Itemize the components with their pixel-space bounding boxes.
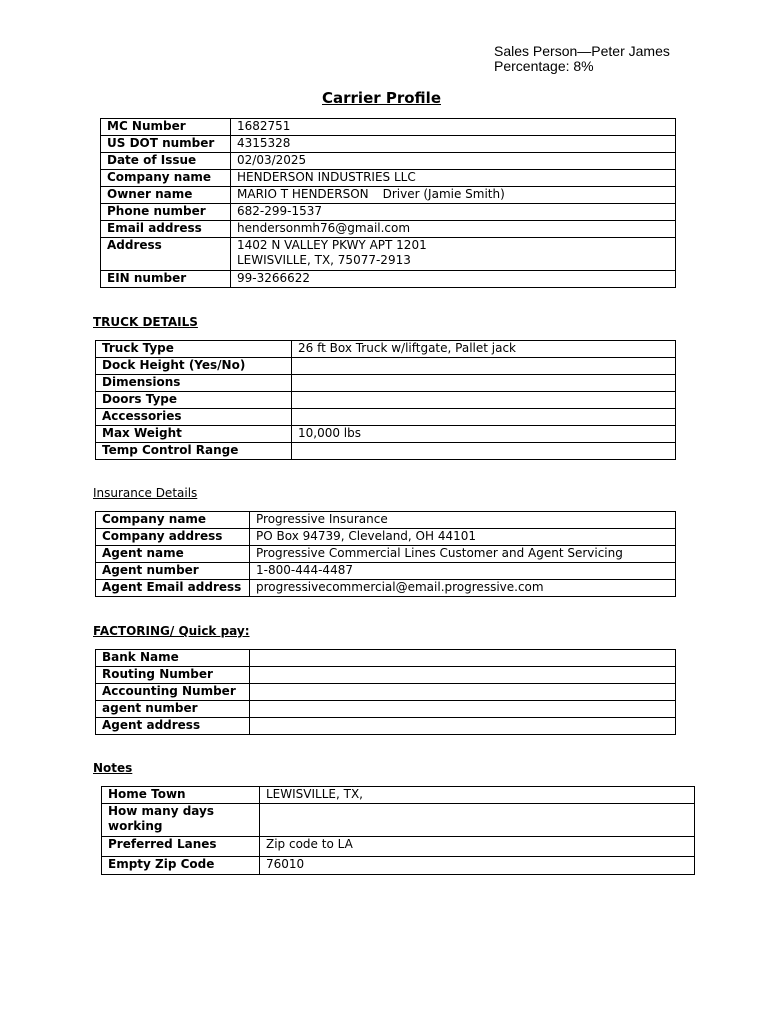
table-row [96,546,676,563]
factoring-agent-address-label: Agent address [96,718,250,735]
truck-dimensions-label: Dimensions [96,375,292,392]
truck-temp-control-range-label: Temp Control Range [96,443,292,460]
address-line-2: LEWISVILLE, TX, 75077-2913 [237,253,411,267]
table-row [96,650,676,667]
table-row [102,787,695,804]
table-row [101,170,676,187]
truck-max-weight-label: Max Weight [96,426,292,443]
mc-number-label: MC Number [101,119,231,136]
truck-dimensions-value [292,375,676,392]
owner-name-label: Owner name [101,187,231,204]
truck-dock-height-yes-no-value [292,358,676,375]
insurance-details-heading: Insurance Details [93,486,198,500]
carrier-table [100,118,676,288]
insurance-company-name-value: Progressive Insurance [250,512,676,529]
table-row [102,837,695,857]
factoring-routing-number-label: Routing Number [96,667,250,684]
owner-name-cell [231,187,676,204]
insurance-company-name-label: Company name [96,512,250,529]
owner-driver-value: Driver (Jamie Smith) [382,187,505,201]
percentage-line: Percentage: 8% [494,58,594,74]
notes-preferred-lanes-label: Preferred Lanes [102,837,260,857]
notes-home-town-label: Home Town [102,787,260,804]
factoring-agent-number-value [250,701,676,718]
factoring-agent-address-value [250,718,676,735]
notes-home-town-value: LEWISVILLE, TX, [260,787,695,804]
insurance-agent-name-value: Progressive Commercial Lines Customer and Agent Servicing [250,546,676,563]
truck-dock-height-yes-no-label: Dock Height (Yes/No) [96,358,292,375]
truck-truck-type-value: 26 ft Box Truck w/liftgate, Pallet jack [292,341,676,358]
phone-number-label: Phone number [101,204,231,221]
table-row [96,358,676,375]
table-row [102,857,695,875]
table-row [96,718,676,735]
notes-table [101,786,695,875]
table-row [96,529,676,546]
table-row [101,119,676,136]
notes-heading: Notes [93,761,133,775]
table-row [96,701,676,718]
address-label: Address [101,238,231,271]
table-row [101,238,676,271]
email-address-label: Email address [101,221,231,238]
truck-truck-type-label: Truck Type [96,341,292,358]
factoring-agent-number-label: agent number [96,701,250,718]
table-row [96,392,676,409]
table-row [101,221,676,238]
factoring-bank-name-label: Bank Name [96,650,250,667]
table-row [96,563,676,580]
insurance-agent-email-address-label: Agent Email address [96,580,250,597]
insurance-agent-name-label: Agent name [96,546,250,563]
truck-accessories-value [292,409,676,426]
notes-empty-zip-code-value: 76010 [260,857,695,875]
table-row [96,375,676,392]
factoring-routing-number-value [250,667,676,684]
truck-accessories-label: Accessories [96,409,292,426]
ein-number-label: EIN number [101,271,231,288]
truck-details-heading: TRUCK DETAILS [93,315,198,329]
ein-number-value: 99-3266622 [231,271,676,288]
notes-how-many-days-working-label: How many days working [102,804,260,837]
table-row [101,136,676,153]
factoring-heading: FACTORING/ Quick pay: [93,624,250,638]
factoring-accounting-number-label: Accounting Number [96,684,250,701]
insurance-company-address-value: PO Box 94739, Cleveland, OH 44101 [250,529,676,546]
table-row [102,804,695,837]
dot-number-value: 4315328 [231,136,676,153]
table-row [96,580,676,597]
dot-number-label: US DOT number [101,136,231,153]
date-of-issue-value: 02/03/2025 [231,153,676,170]
factoring-bank-name-value [250,650,676,667]
page-title: Carrier Profile [322,89,441,107]
sales-person-line: Sales Person—Peter James [494,43,670,59]
table-row [96,426,676,443]
table-row [96,512,676,529]
factoring-accounting-number-value [250,684,676,701]
table-row [101,204,676,221]
address-line-1: 1402 N VALLEY PKWY APT 1201 [237,238,427,252]
table-row [101,187,676,204]
owner-name-value: MARIO T HENDERSON [237,187,369,201]
table-row [101,153,676,170]
insurance-details-table [95,511,676,597]
truck-temp-control-range-value [292,443,676,460]
email-address-value: hendersonmh76@gmail.com [231,221,676,238]
notes-preferred-lanes-value: Zip code to LA [260,837,695,857]
table-row [96,409,676,426]
truck-max-weight-value: 10,000 lbs [292,426,676,443]
table-row [101,271,676,288]
address-cell [231,238,676,271]
table-row [96,667,676,684]
insurance-agent-number-value: 1-800-444-4487 [250,563,676,580]
factoring-table [95,649,676,735]
company-name-label: Company name [101,170,231,187]
date-of-issue-label: Date of Issue [101,153,231,170]
mc-number-value: 1682751 [231,119,676,136]
notes-empty-zip-code-label: Empty Zip Code [102,857,260,875]
insurance-company-address-label: Company address [96,529,250,546]
truck-doors-type-value [292,392,676,409]
company-name-value: HENDERSON INDUSTRIES LLC [231,170,676,187]
table-row [96,443,676,460]
truck-details-table [95,340,676,460]
table-row [96,341,676,358]
table-row [96,684,676,701]
truck-doors-type-label: Doors Type [96,392,292,409]
notes-how-many-days-working-value [260,804,695,837]
insurance-agent-email-address-value: progressivecommercial@email.progressive.com [250,580,676,597]
phone-number-value: 682-299-1537 [231,204,676,221]
insurance-agent-number-label: Agent number [96,563,250,580]
